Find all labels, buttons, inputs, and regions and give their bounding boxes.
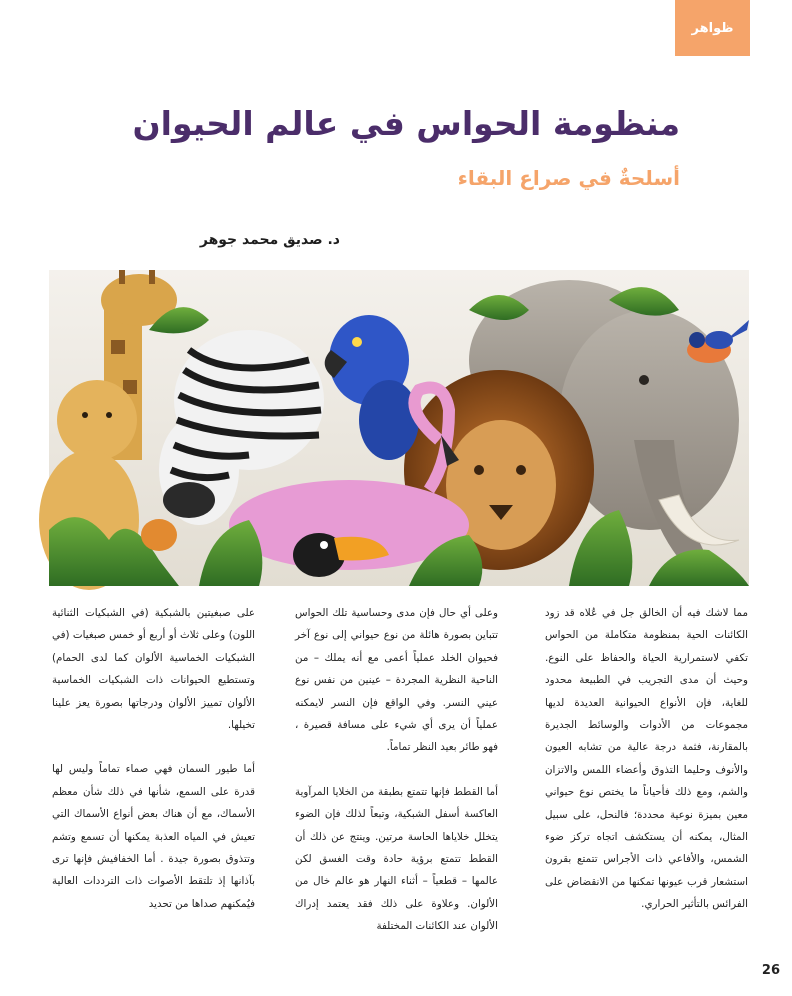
paragraph: أما طيور السمان فهي صماء تماماً وليس لها قدرة على السمع، شأنها في ذلك شأن معظم الأسماك، مع أن هناك بعض أنواع الأسماك التي تعيش في المياه العذبة يمكنها أن تسمع وتشم وتتذوق بصورة جيدة . أما الخفافيش فإنها ترى بآذانها إذ تلتقط الأصوات ذات الترددات العالية فيُمكنهم صداها من تحديد	[52, 763, 255, 910]
paragraph: مما لاشك فيه أن الخالق جل في عُلاه قد زود الكائنات الحية بمنظومة متكاملة من الحواس تكفي لاستمرارية الحياة والحفاظ على النوع. وحيث أن مدى التجريب في الطبيعة محدود للغاية، فإن الأنواع الحيوانية العديدة لديها مجموعات من الأدوات والوسائط الجديرة بالمقارنة، فثمة درجة عالية من تشابه العيون والأنوف وحليما التذوق وأعضاء اللمس والاتزان والشم، ومع ذلك فأحياناً ما يختص نوع حيواني معين بميزة نوعية محددة؛ فالنحل، على سبيل المثال، يمكنه أن يستكشف اتجاه تركز ضوء الشمس، والأفاعي ذات الأجراس تتمتع بقرون استشعار قرب عيونها تمكنها من الانقضاض على الفرائس بالتأثير الحراري.	[545, 607, 748, 911]
hero-image-animals	[49, 270, 749, 586]
text-column-left	[52, 602, 255, 922]
page-number: 26	[761, 963, 780, 978]
paragraph: وعلى أي حال فإن مدى وحساسية تلك الحواس تتباين بصورة هائلة من نوع حيواني إلى نوع آخر فحيوان الخلد عملياً أعمى مع أنه يملك – من الناحية النظرية المجردة – عينين من نفس نوع عيني النسر. وفي الواقع فإن النسر لايمكنه عملياً أن يرى أي شيء على مسافة قصيرة ، فهو طائر بعيد النظر تماماً.	[295, 607, 498, 754]
article-title: منظومة الحواس في عالم الحيوان	[132, 104, 680, 143]
article-subtitle: أسلحةٌ في صراع البقاء	[457, 166, 680, 190]
author-byline: د. صديق محمد جوهر	[199, 232, 340, 248]
paragraph: أما القطط فإنها تتمتع بطبقة من الخلايا المرآوية العاكسة أسفل الشبكية، وتبعاً لذلك فإن الضوء يتخلل خلاياها الحاسة مرتين. وينتج عن ذلك أن القطط تتمتع برؤية حادة وقت الغسق لكن عالمها – قطعياً – أثناء النهار هو عالم خال من الألوان. وعلاوة على ذلك فقد يعتمد إدراك الألوان عند الكائنات المختلفة	[295, 785, 498, 933]
paragraph: على صبغيتين بالشبكية (في الشبكيات الثنائية اللون) وعلى ثلاث أو أربع أو خمس صبغيات (في الشبكيات الخماسية الألوان كما لدى الحمام) وتستطيع الحيوانات ذات الشبكيات الخماسية الألوان تمييز الألوان ودرجاتها بصورة يعز علينا تخيلها.	[52, 607, 255, 732]
text-column-middle	[295, 602, 498, 933]
text-column-right	[545, 602, 748, 922]
fruit	[141, 519, 177, 551]
section-tab: ظواهر	[675, 0, 750, 56]
